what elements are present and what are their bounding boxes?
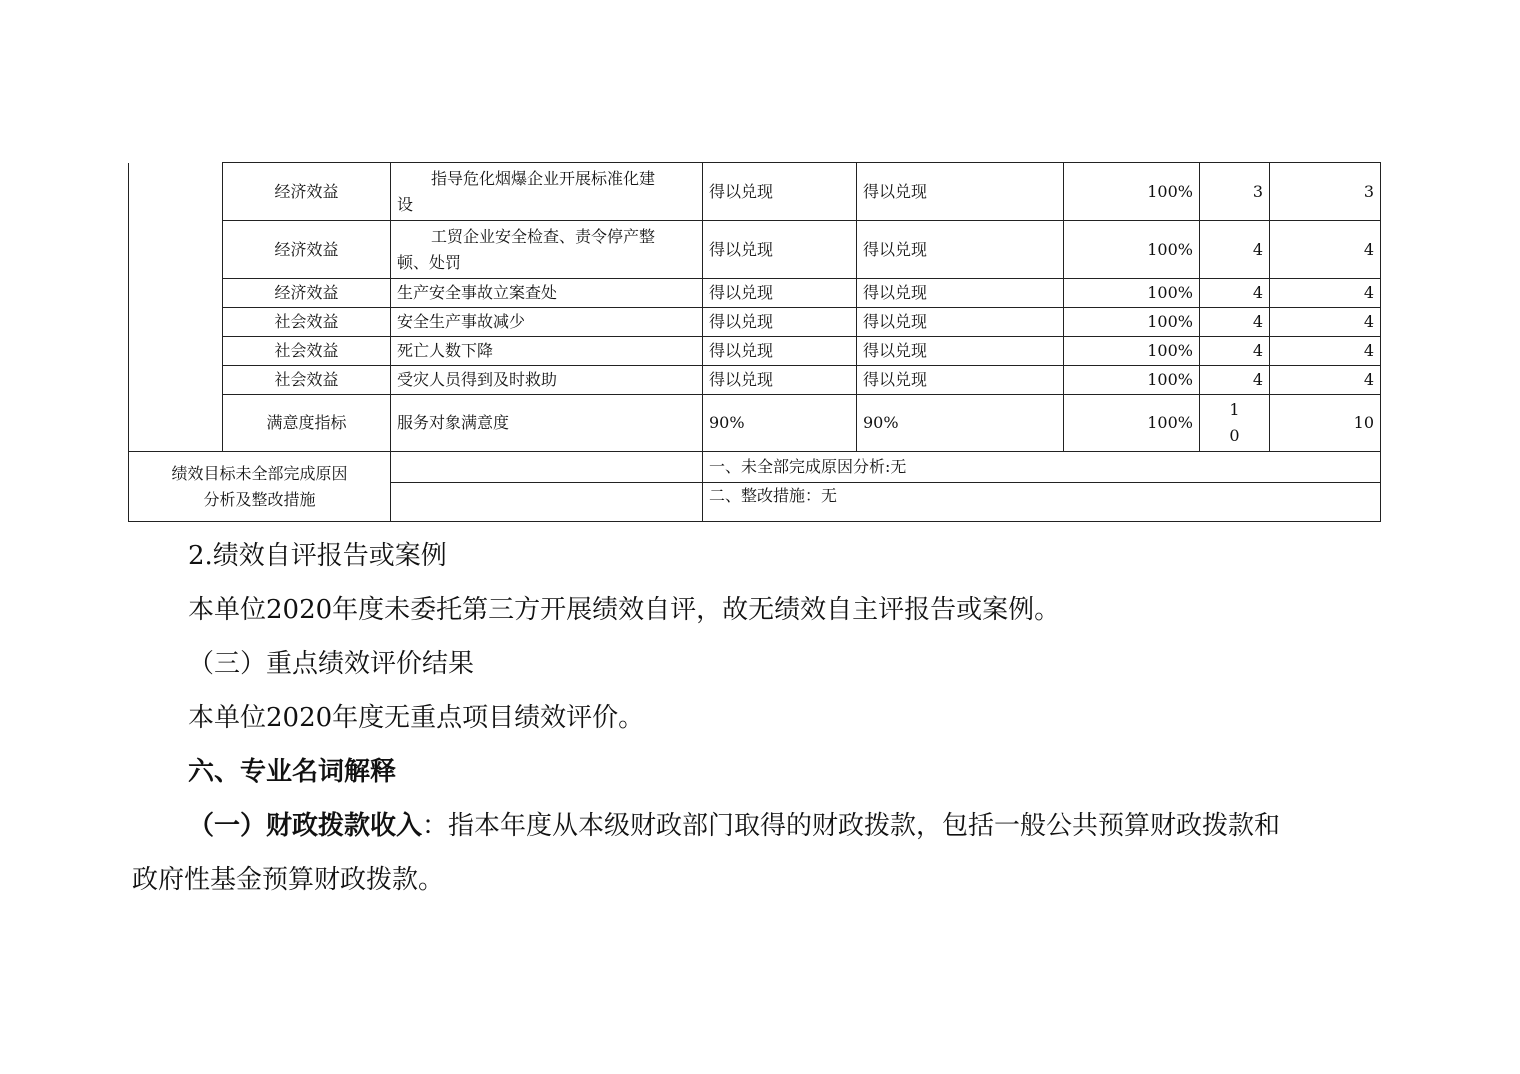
actual-cell: 90% [857, 395, 1064, 452]
section-heading: （三）重点绩效评价结果 [188, 649, 475, 679]
weight-cell [1200, 395, 1270, 452]
footer-blank-cell [391, 483, 703, 522]
target-cell: 得以兑现 [703, 221, 857, 279]
weight-cell: 4 [1200, 279, 1270, 308]
actual-cell: 得以兑现 [857, 366, 1064, 395]
actual-cell: 得以兑现 [857, 279, 1064, 308]
table-row [129, 366, 1381, 395]
indicator-cell [391, 163, 703, 221]
target-cell: 得以兑现 [703, 366, 857, 395]
indicator-line: 指导危化烟爆企业开展标准化建 [431, 168, 656, 188]
indicator-line: 顿、处罚 [397, 252, 462, 272]
actual-cell: 得以兑现 [857, 337, 1064, 366]
actual-cell: 得以兑现 [857, 221, 1064, 279]
actual-cell: 得以兑现 [857, 308, 1064, 337]
category-cell: 社会效益 [223, 366, 391, 395]
rate-cell: 100% [1064, 308, 1200, 337]
category-cell: 社会效益 [223, 337, 391, 366]
weight-digit: 1 [1229, 400, 1240, 419]
footer-label-cell [129, 452, 391, 522]
score-cell: 4 [1270, 337, 1381, 366]
body-paragraph: 政府性基金预算财政拨款。 [132, 865, 445, 895]
rate-cell: 100% [1064, 221, 1200, 279]
table-row [129, 308, 1381, 337]
score-cell: 3 [1270, 163, 1381, 221]
footer-label-line: 分析及整改措施 [203, 489, 316, 509]
category-cell: 经济效益 [223, 279, 391, 308]
target-cell: 得以兑现 [703, 308, 857, 337]
rate-cell: 100% [1064, 279, 1200, 308]
table-row [129, 279, 1381, 308]
target-cell: 得以兑现 [703, 337, 857, 366]
reason-cell: 一、未全部完成原因分析:无 [703, 452, 1381, 483]
measures-cell: 二、整改措施：无 [703, 483, 1381, 522]
indicator-cell [391, 221, 703, 279]
target-cell: 90% [703, 395, 857, 452]
target-cell: 得以兑现 [703, 163, 857, 221]
weight-digit: 0 [1229, 426, 1240, 445]
table-row [129, 221, 1381, 279]
merged-blank-cell [129, 163, 223, 452]
indicator-cell: 生产安全事故立案查处 [391, 279, 703, 308]
table-row [129, 337, 1381, 366]
weight-cell: 4 [1200, 337, 1270, 366]
indicator-cell: 服务对象满意度 [391, 395, 703, 452]
table-row [129, 395, 1381, 452]
body-paragraph: 本单位2020年度无重点项目绩效评价。 [188, 703, 645, 733]
body-paragraph: 本单位2020年度未委托第三方开展绩效自评，故无绩效自主评报告或案例。 [188, 595, 1061, 625]
indicator-cell: 安全生产事故减少 [391, 308, 703, 337]
weight-cell: 4 [1200, 366, 1270, 395]
score-cell: 10 [1270, 395, 1381, 452]
footer-label-line: 绩效目标未全部完成原因 [171, 463, 348, 483]
body-paragraph [188, 811, 1520, 841]
score-cell: 4 [1270, 366, 1381, 395]
target-cell: 得以兑现 [703, 279, 857, 308]
category-cell: 满意度指标 [223, 395, 391, 452]
rate-cell: 100% [1064, 163, 1200, 221]
section-heading: 2.绩效自评报告或案例 [188, 541, 447, 571]
term-definition: ：指本年度从本级财政部门取得的财政拨款，包括一般公共预算财政拨款和 [422, 811, 1281, 841]
indicator-line: 设 [397, 194, 414, 214]
performance-table [128, 162, 1381, 522]
score-cell: 4 [1270, 279, 1381, 308]
table-row [129, 163, 1381, 221]
weight-cell: 3 [1200, 163, 1270, 221]
term-label: （一）财政拨款收入 [188, 811, 423, 841]
category-cell: 经济效益 [223, 221, 391, 279]
rate-cell: 100% [1064, 366, 1200, 395]
rate-cell: 100% [1064, 337, 1200, 366]
indicator-cell: 受灾人员得到及时救助 [391, 366, 703, 395]
rate-cell: 100% [1064, 395, 1200, 452]
weight-cell: 4 [1200, 308, 1270, 337]
weight-cell: 4 [1200, 221, 1270, 279]
indicator-line: 工贸企业安全检查、责令停产整 [431, 226, 656, 246]
section-heading: 六、专业名词解释 [188, 757, 397, 787]
table-row [129, 452, 1381, 483]
indicator-cell: 死亡人数下降 [391, 337, 703, 366]
score-cell: 4 [1270, 221, 1381, 279]
category-cell: 经济效益 [223, 163, 391, 221]
actual-cell: 得以兑现 [857, 163, 1064, 221]
footer-blank-cell [391, 452, 703, 483]
score-cell: 4 [1270, 308, 1381, 337]
category-cell: 社会效益 [223, 308, 391, 337]
